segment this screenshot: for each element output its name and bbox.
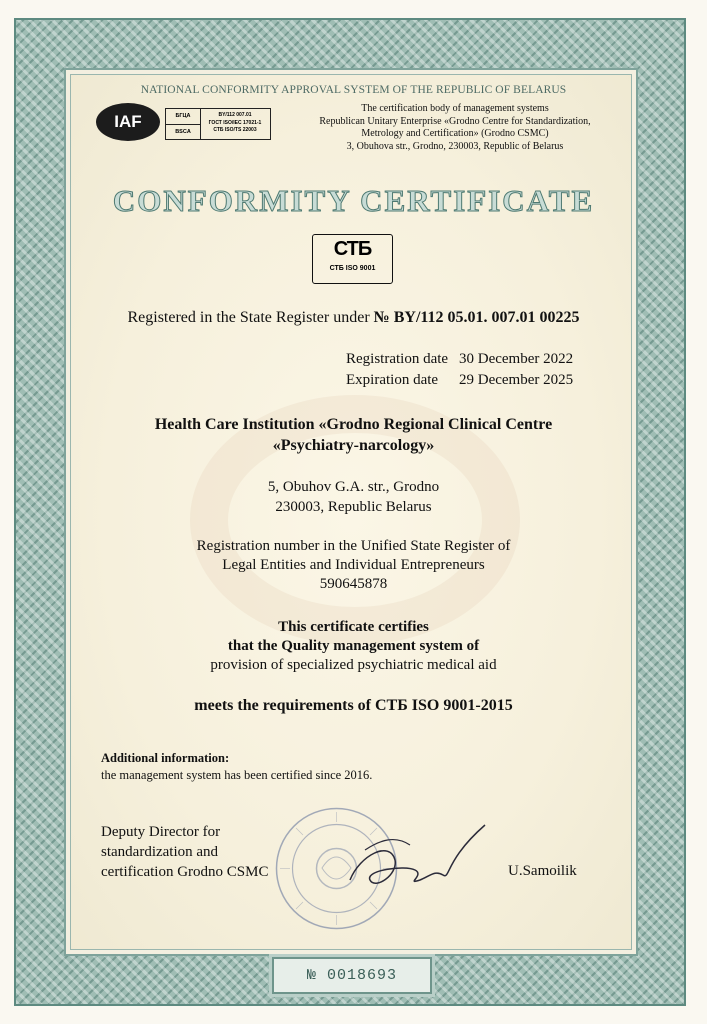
accreditation-label-en: BSCA	[175, 129, 191, 135]
address-line-1: 5, Obuhov G.A. str., Grodno	[267, 479, 440, 495]
registration-number-block	[0, 537, 707, 594]
signatory-line-1: Deputy Director for	[101, 824, 221, 840]
system-title: NATIONAL CONFORMITY APPROVAL SYSTEM OF THE REPUBLIC OF BELARUS	[140, 84, 567, 96]
accreditation-line-1: BY/112 007.01	[218, 112, 252, 118]
body-info-line-1: The certification body of management systems	[361, 103, 549, 114]
accreditation-line-2: ГОСТ ISO/IEC 17021-1	[208, 119, 262, 126]
additional-label: Additional information:	[101, 751, 230, 765]
serial-number-box: № 0018693	[272, 957, 432, 994]
registration-date-label: Registration date	[346, 351, 449, 367]
cert-line-2: that the Quality management system of	[227, 638, 480, 654]
signatory-title	[101, 822, 268, 882]
register-prefix: Registered in the State Register under	[127, 309, 374, 326]
body-info-line-2: Republican Unitary Enterprise «Grodno Centre for Standardization,	[319, 115, 591, 127]
regnum-value: 590645878	[319, 576, 388, 592]
body-info-line-3: Metrology and Certification» (Grodno CSMC)	[361, 128, 549, 139]
certificate-title: CONFORMITY CERTIFICATE	[112, 183, 595, 218]
regnum-line-1: Registration number in the Unified State Register of	[196, 538, 511, 554]
cert-line-1: This certificate certifies	[278, 619, 429, 635]
register-number: № BY/112 05.01. 007.01 00225	[373, 309, 580, 326]
signature-icon	[335, 820, 495, 910]
stb-logo-text: СТБ ISO 9001	[329, 265, 376, 272]
expiration-date-label: Expiration date	[346, 372, 439, 388]
accreditation-label-by: БГЦА	[166, 109, 200, 125]
organization-line-1: Health Care Institution «Grodno Regional Clinical Centre	[154, 416, 553, 433]
additional-info	[101, 750, 372, 784]
organization-name	[0, 414, 707, 456]
organization-line-2: «Psychiatry-narcology»	[272, 437, 435, 454]
accreditation-box	[165, 108, 271, 140]
certification-statement	[0, 618, 707, 675]
certification-body-info	[300, 103, 610, 153]
iaf-logo: IAF	[96, 103, 160, 141]
body-info-line-4: 3, Obuhova str., Grodno, 230003, Republic of Belarus	[346, 140, 564, 152]
registration-date-value: 30 December 2022	[459, 351, 574, 367]
additional-text: the management system has been certified since 2016.	[101, 768, 373, 782]
register-line	[0, 309, 707, 327]
expiration-date-value: 29 December 2025	[459, 372, 574, 388]
dates-block	[346, 349, 573, 391]
signatory-line-3: certification Grodno CSMC	[101, 864, 269, 880]
regnum-line-2: Legal Entities and Individual Entrepreneurs	[222, 557, 485, 573]
cert-line-3: provision of specialized psychiatric medical aid	[210, 657, 497, 673]
signer-name: U.Samoilik	[508, 863, 577, 879]
organization-address	[0, 477, 707, 517]
requirements-line: meets the requirements of СТБ ISO 9001-2015	[194, 697, 513, 714]
accreditation-line-3: СТБ ISO/TS 22003	[213, 127, 257, 133]
stb-logo	[312, 234, 393, 284]
address-line-2: 230003, Republic Belarus	[275, 499, 432, 515]
signatory-line-2: standardization and	[101, 844, 219, 860]
stb-mark: СТБ	[333, 238, 372, 260]
